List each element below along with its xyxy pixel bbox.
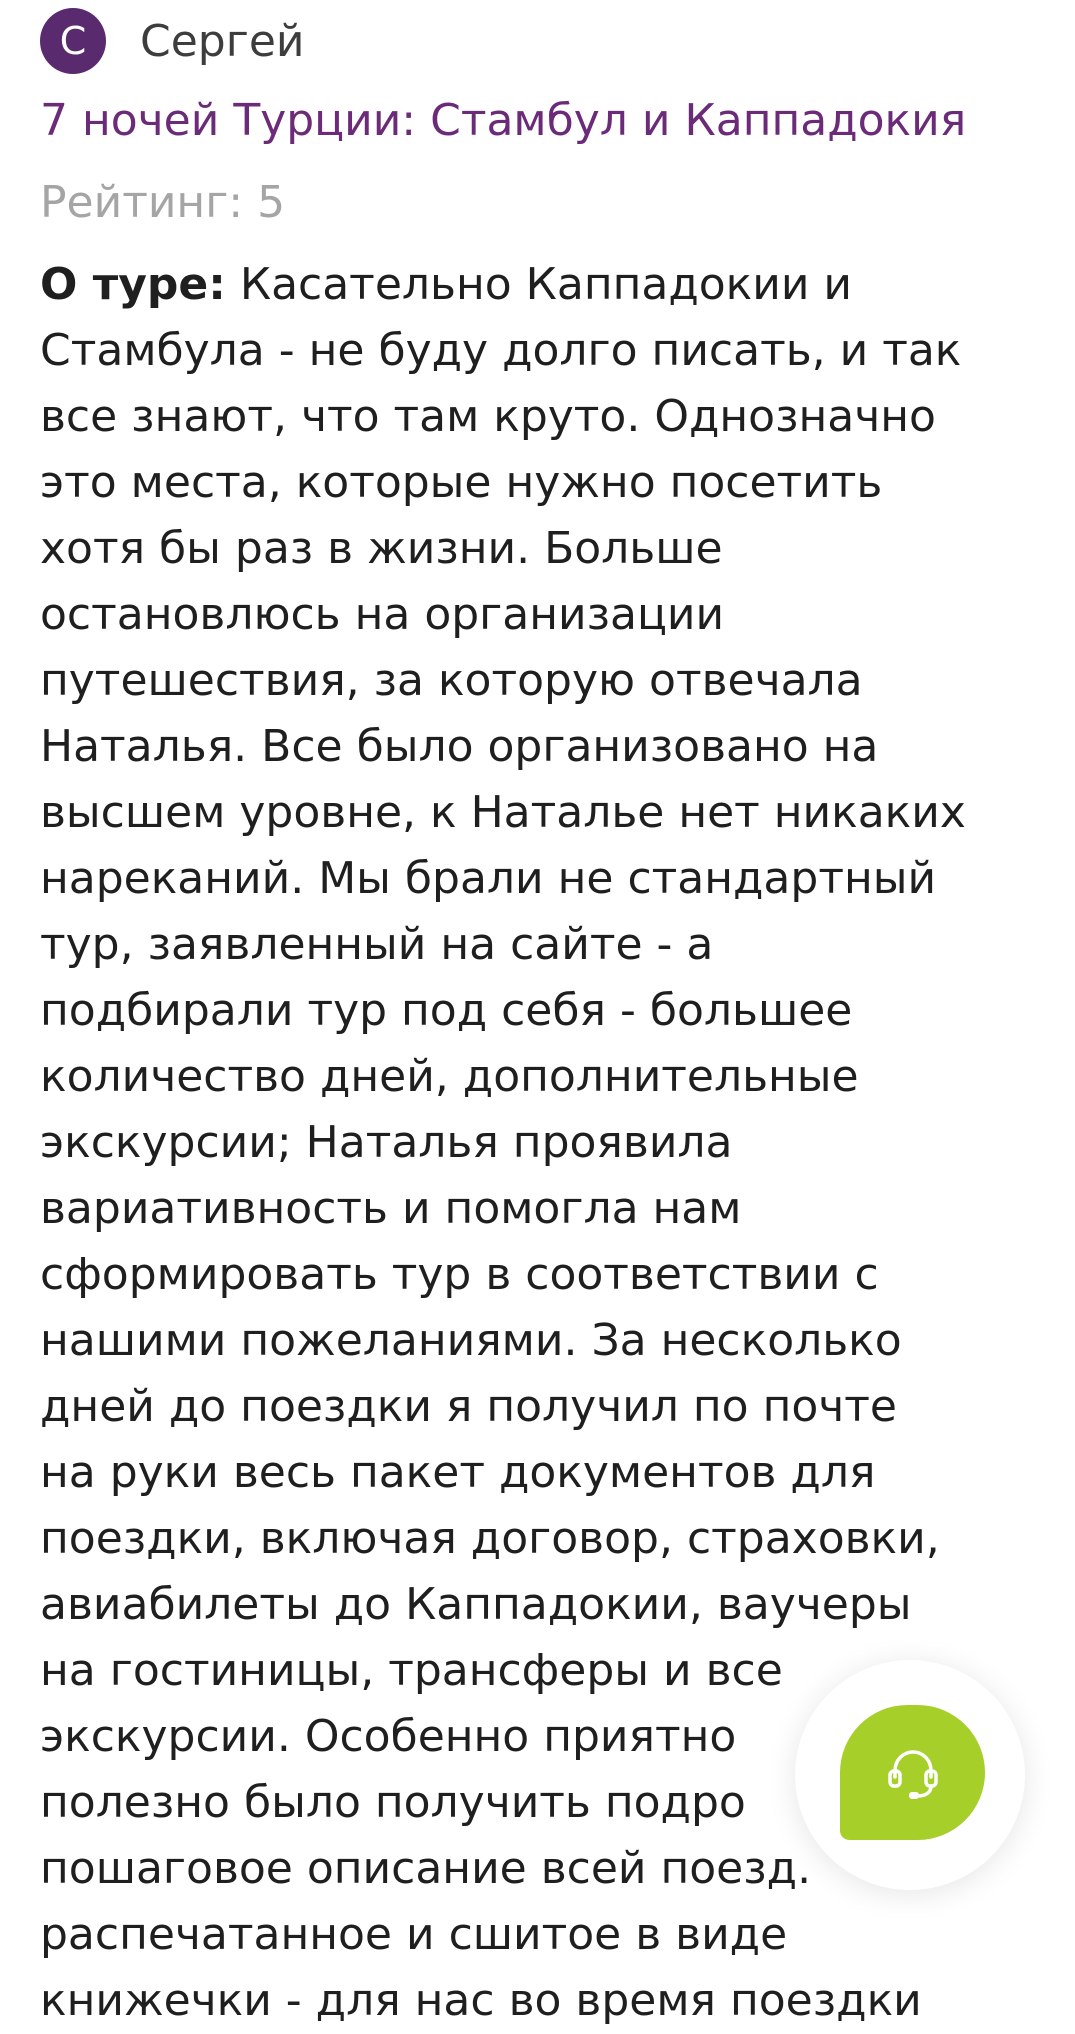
review-line: на руки весь пакет документов для [40,1447,876,1498]
review-line: Наталья. Все было организовано на [40,721,879,772]
review-line: хотя бы раз в жизни. Больше [40,523,723,574]
review-line: полезно было получить подро [40,1777,746,1828]
review-line: высшем уровне, к Наталье нет никаких [40,787,966,838]
review-line: нареканий. Мы брали не стандартный [40,853,937,904]
review-line: книжечки - для нас во время поездки [40,1975,922,2026]
headset-icon [881,1741,945,1805]
review-line-text: Касательно Каппадокии и [225,259,853,310]
author-name: Сергей [140,15,305,67]
review-line: все знают, что там круто. Однозначно [40,391,936,442]
review-line: дней до поездки я получил по почте [40,1381,897,1432]
review-line: тур, заявленный на сайте - а [40,919,714,970]
support-chat-button[interactable] [840,1705,985,1840]
rating-text: Рейтинг: 5 [40,177,286,228]
review-line: путешествия, за которую отвечала [40,655,863,706]
review-line: подбирали тур под себя - большее [40,985,853,1036]
avatar: С [40,8,106,74]
review-line: авиабилеты до Каппадокии, ваучеры [40,1579,912,1630]
review-line: количество дней, дополнительные [40,1051,859,1102]
review-line [40,252,1050,318]
review-line: остановлюсь на организации [40,589,725,640]
review-line: это места, которые нужно посетить [40,457,883,508]
review-line: нашими пожеланиями. За несколько [40,1315,902,1366]
review-line: пошаговое описание всей поезд. [40,1843,812,1894]
review-line: вариативность и помогла нам [40,1183,742,1234]
review-line: поездки, включая договор, страховки, [40,1513,940,1564]
review-label: О туре: [40,259,226,310]
review-line: экскурсии; Наталья проявила [40,1117,733,1168]
review-line: на гостиницы, трансферы и все [40,1645,783,1696]
review-line: экскурсии. Особенно приятно [40,1711,737,1762]
review-line: сформировать тур в соответствии с [40,1249,879,1300]
review-header [40,8,305,74]
review-line: Стамбула - не буду долго писать, и так [40,325,962,376]
review-line: распечатанное и сшитое в виде [40,1909,788,1960]
tour-title-link[interactable]: 7 ночей Турции: Стамбул и Каппадокия [40,95,967,146]
